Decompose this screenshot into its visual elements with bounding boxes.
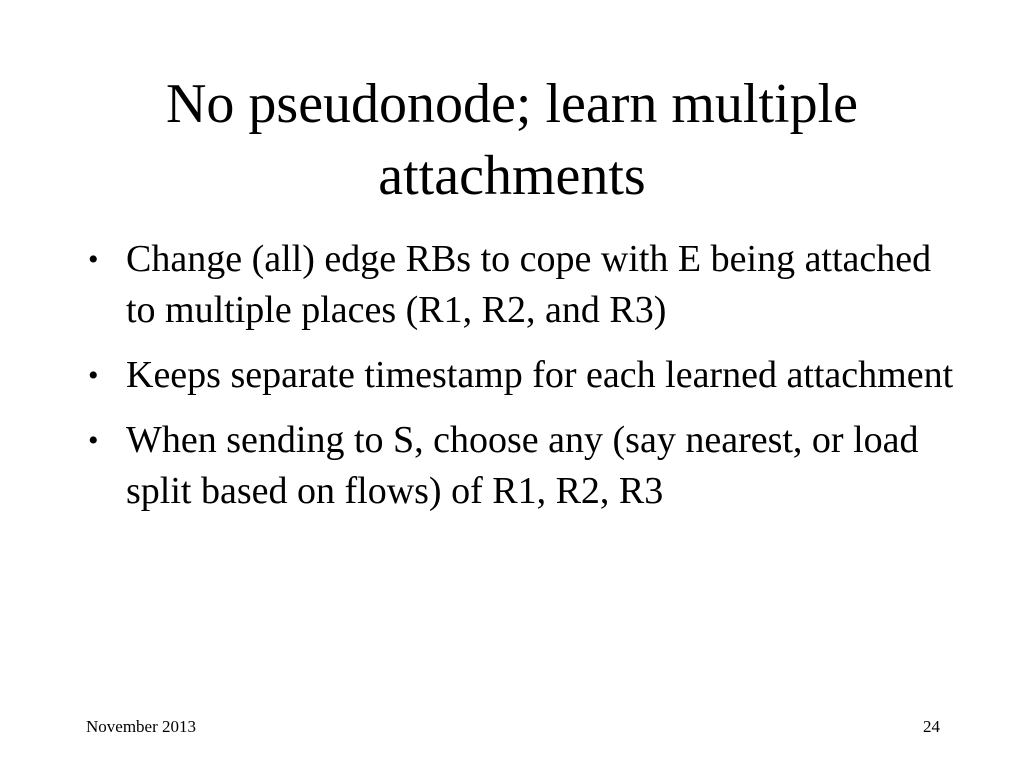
bullet-item xyxy=(84,415,964,517)
footer-date: November 2013 xyxy=(86,717,197,736)
bullet-item xyxy=(84,350,964,401)
bullet-marker: • xyxy=(88,359,99,392)
bullet-list xyxy=(84,234,964,531)
bullet-marker: • xyxy=(88,424,99,457)
bullet-marker: • xyxy=(88,243,99,276)
bullet-text: Change (all) edge RBs to cope with E being attached to multiple places (R1, R2, and R3) xyxy=(126,238,932,331)
page-number: 24 xyxy=(923,717,940,736)
slide-title: No pseudonode; learn multiple attachments xyxy=(165,73,859,207)
bullet-item xyxy=(84,234,964,336)
bullet-text: Keeps separate timestamp for each learned attachment xyxy=(126,354,954,396)
bullet-text: When sending to S, choose any (say nearest, or load split based on flows) of R1, R2, R3 xyxy=(126,419,919,512)
